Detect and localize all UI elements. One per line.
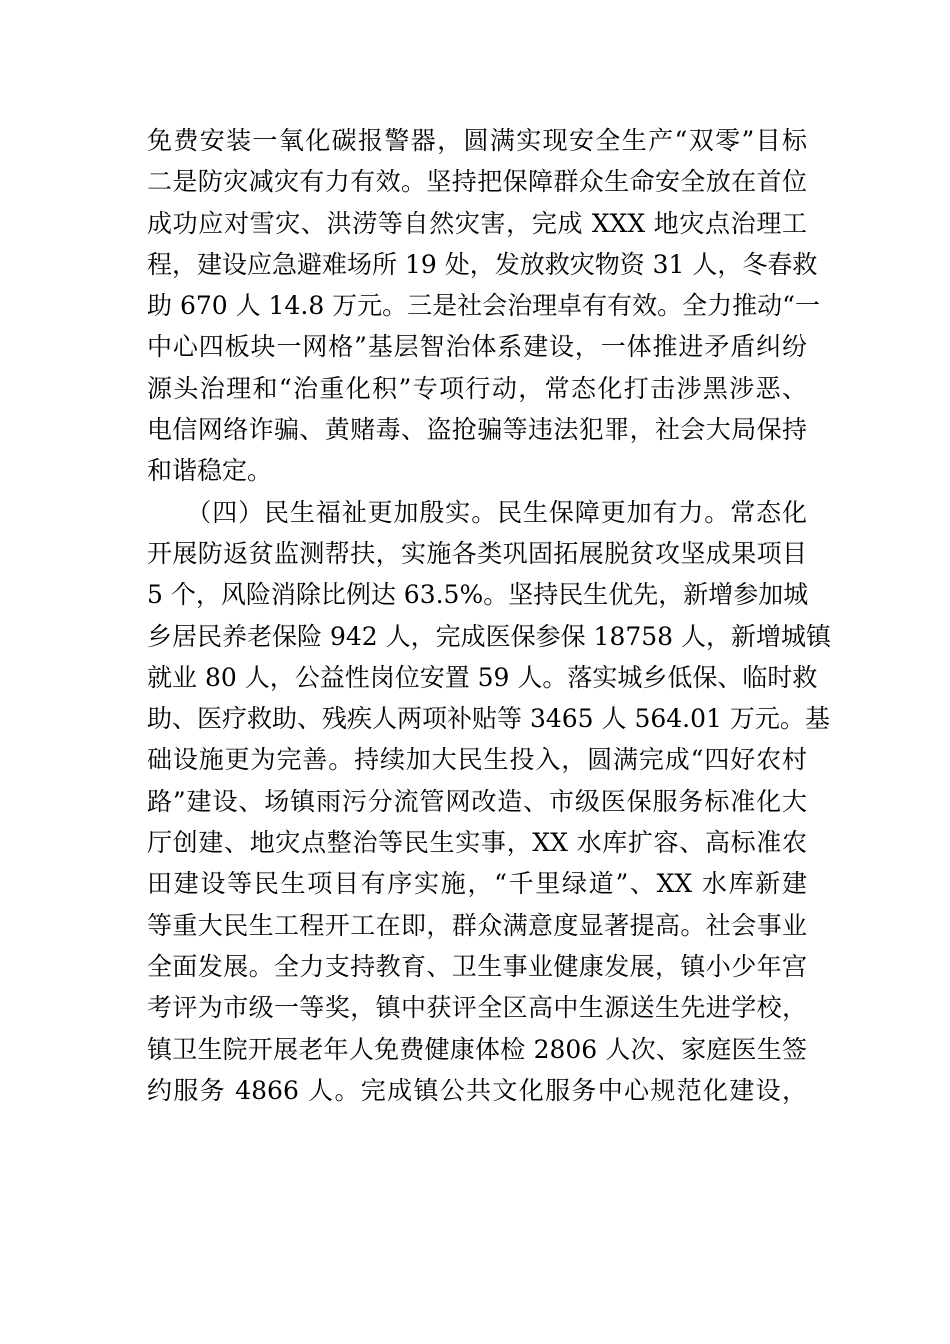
text-line: 助、医疗救助、残疾人两项补贴等 3465 人 564.01 万元。基 <box>147 704 830 734</box>
text-line: 镇卫生院开展老年人免费健康体检 2806 人次、家庭医生签 <box>147 1034 807 1064</box>
text-line: 程，建设应急避难场所 19 处，发放救灾物资 31 人，冬春救 <box>147 249 818 279</box>
text-line: 助 670 人 14.8 万元。三是社会治理卓有有效。全力推动“一 <box>147 291 820 321</box>
text-line: 考评为市级一等奖，镇中获评全区高中生源送生先进学校， <box>147 993 807 1023</box>
text-line: 开展防返贫监测帮扶，实施各类巩固拓展脱贫攻坚成果项目 <box>147 538 807 568</box>
text-line: 厅创建、地灾点整治等民生实事，XX 水库扩容、高标准农 <box>147 828 807 858</box>
section-heading-line: （四）民生福祉更加殷实。民生保障更加有力。常态化 <box>147 497 807 527</box>
text-line: 路”建设、场镇雨污分流管网改造、市级医保服务标准化大 <box>147 786 807 816</box>
text-line: 免费安装一氧化碳报警器，圆满实现安全生产“双零”目标 <box>147 126 807 155</box>
text-line: 约服务 4866 人。完成镇公共文化服务中心规范化建设， <box>147 1075 807 1105</box>
text-line: 乡居民养老保险 942 人，完成医保参保 18758 人，新增城镇 <box>147 621 832 651</box>
text-line: 源头治理和“治重化积”专项行动，常态化打击涉黑涉恶、 <box>147 373 807 403</box>
text-line: 二是防灾减灾有力有效。坚持把保障群众生命安全放在首位 <box>147 167 807 197</box>
text-line: 田建设等民生项目有序实施，“千里绿道”、XX 水库新建 <box>147 869 807 899</box>
text-line: 成功应对雪灾、洪涝等自然灾害，完成 XXX 地灾点治理工 <box>147 208 807 238</box>
text-line: 础设施更为完善。持续加大民生投入，圆满完成“四好农村 <box>147 745 807 775</box>
text-line: 5 个，风险消除比例达 63.5%。坚持民生优先，新增参加城 <box>147 580 809 610</box>
text-line: 中心四板块一网格”基层智治体系建设，一体推进矛盾纠纷 <box>147 332 807 362</box>
text-line: 就业 80 人，公益性岗位安置 59 人。落实城乡低保、临时救 <box>147 662 818 692</box>
text-line: 等重大民生工程开工在即，群众满意度显著提高。社会事业 <box>147 910 807 940</box>
text-line: 和谐稳定。 <box>147 456 273 486</box>
text-line: 电信网络诈骗、黄赌毒、盗抢骗等违法犯罪，社会大局保持 <box>147 415 807 445</box>
body-text <box>147 120 832 1111</box>
text-line: 全面发展。全力支持教育、卫生事业健康发展，镇小少年宫 <box>147 951 807 981</box>
